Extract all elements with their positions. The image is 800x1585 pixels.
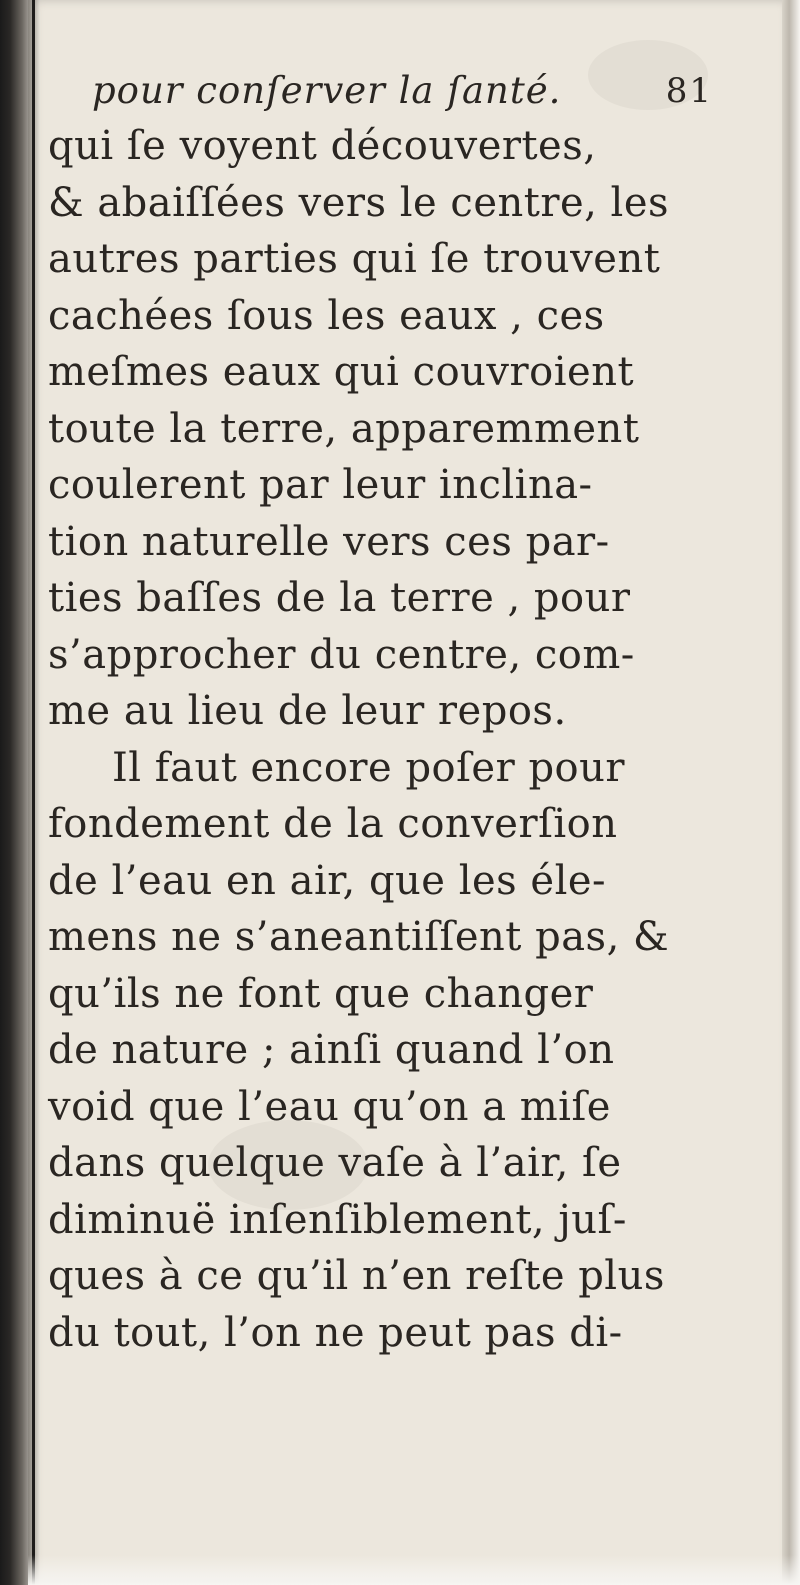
page-text xyxy=(48,66,713,1361)
text-line: toute la terre, apparemment xyxy=(48,405,640,452)
running-header xyxy=(48,66,713,116)
text-line: s’approcher du centre, com- xyxy=(48,631,635,678)
text-line: du tout, l’on ne peut pas di- xyxy=(48,1309,623,1356)
text-line: me au lieu de leur repos. xyxy=(48,688,567,734)
page-number: 81 xyxy=(665,71,713,111)
text-line: fondement de la converſion xyxy=(48,801,618,847)
text-line: qui ſe voyent découvertes, xyxy=(48,123,597,169)
paragraph-start-line: Il faut encore poſer pour xyxy=(112,744,626,791)
book-spine-edge xyxy=(32,0,35,1585)
text-line: qu’ils ne font que changer xyxy=(48,970,594,1017)
text-line: mens ne s’aneantiſſent pas, & xyxy=(48,914,670,960)
text-line: de l’eau en air, que les éle- xyxy=(48,857,607,904)
running-title: pour conſerver la ſanté. xyxy=(92,69,562,112)
text-line: cachées ſous les eaux , ces xyxy=(48,292,605,339)
page-bottom-edge xyxy=(28,1555,800,1585)
text-line: de nature ; ainſi quand l’on xyxy=(48,1027,615,1073)
text-line: ties baſſes de la terre , pour xyxy=(48,575,631,621)
text-line: & abaiſſées vers le centre, les xyxy=(48,179,670,226)
text-line: tion naturelle vers ces par- xyxy=(48,518,610,565)
text-line: diminuë inſenſiblement, juſ- xyxy=(48,1196,627,1243)
text-line: meſmes eaux qui couvroient xyxy=(48,349,635,395)
text-line: ques à ce qu’il n’en reſte plus xyxy=(48,1253,665,1299)
page-right-edge xyxy=(782,0,800,1585)
text-line: void que l’eau qu’on a miſe xyxy=(48,1083,611,1130)
text-line: autres parties qui ſe trouvent xyxy=(48,236,661,282)
text-line: coulerent par leur inclina- xyxy=(48,462,593,508)
text-line: dans quelque vaſe à l’air, ſe xyxy=(48,1140,622,1186)
